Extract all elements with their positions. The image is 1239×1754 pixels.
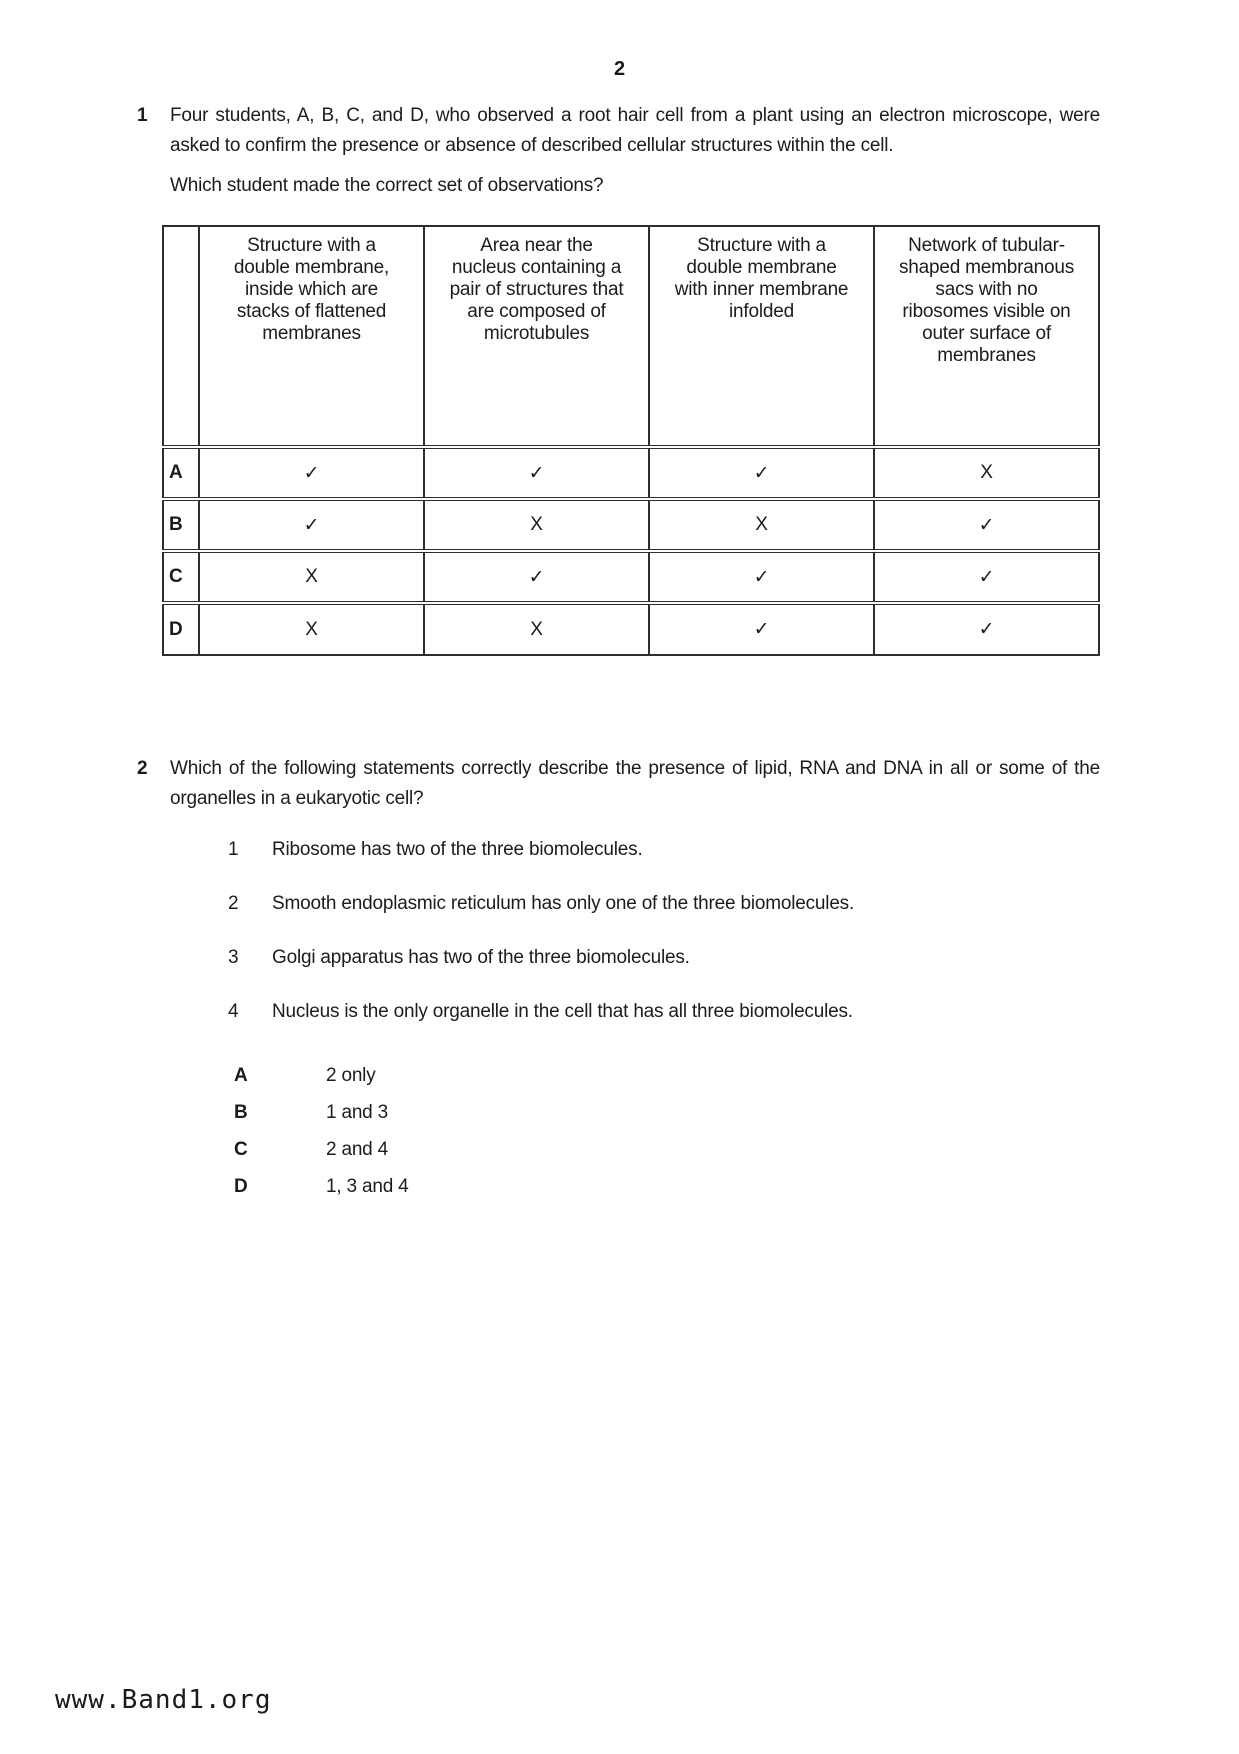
option-b-value: 1 and 3: [326, 1102, 388, 1123]
option-c-letter: C: [234, 1139, 248, 1160]
cell-a-2: ✓: [424, 447, 649, 499]
option-a-letter: A: [234, 1065, 248, 1086]
statement-4: [228, 1000, 1239, 1024]
option-a-value: 2 only: [326, 1065, 376, 1086]
observations-table: [162, 225, 1100, 656]
statement-4-number: 4: [228, 1001, 239, 1022]
row-label-d: D: [163, 603, 199, 655]
statement-3-number: 3: [228, 947, 239, 968]
question-1-text: Four students, A, B, C, and D, who observed a root hair cell from a plant using an electron microscope, were asked to confirm the presence or absence of described cellular structures within the cell.: [170, 105, 1100, 156]
cell-a-4: X: [874, 447, 1099, 499]
statement-1: [228, 838, 1239, 862]
cell-c-4: ✓: [874, 551, 1099, 603]
option-c-value: 2 and 4: [326, 1139, 388, 1160]
statement-2-text: Smooth endoplasmic reticulum has only one of the three biomolecules.: [272, 893, 855, 914]
option-d-letter: D: [234, 1176, 248, 1197]
option-a: [234, 1064, 1239, 1087]
row-label-a: A: [163, 447, 199, 499]
statement-3: [228, 946, 1239, 970]
question-2-body: [170, 754, 1100, 814]
table-row-b: [163, 499, 1099, 551]
statement-1-number: 1: [228, 839, 239, 860]
column-header-ser-description: Network of tubular-shaped membranous sacs with no ribosomes visible on outer surface of membranes: [874, 226, 1099, 447]
table-row-a: [163, 447, 1099, 499]
option-d-value: 1, 3 and 4: [326, 1176, 409, 1197]
cell-d-3: ✓: [649, 603, 874, 655]
question-1: [137, 101, 1100, 201]
statement-2-number: 2: [228, 893, 239, 914]
cell-d-4: ✓: [874, 603, 1099, 655]
cell-b-2: X: [424, 499, 649, 551]
cell-a-3: ✓: [649, 447, 874, 499]
cell-c-3: ✓: [649, 551, 874, 603]
page-number: 2: [614, 58, 625, 80]
table-row-d: [163, 603, 1099, 655]
cell-b-4: ✓: [874, 499, 1099, 551]
statement-2: [228, 892, 1239, 916]
question-1-prompt: Which student made the correct set of observations?: [170, 175, 604, 196]
cell-b-3: X: [649, 499, 874, 551]
row-label-b: B: [163, 499, 199, 551]
cell-c-1: X: [199, 551, 424, 603]
column-header-centrioles-description: Area near the nucleus containing a pair of structures that are composed of microtubules: [424, 226, 649, 447]
question-2-number: 2: [137, 758, 148, 779]
cell-b-1: ✓: [199, 499, 424, 551]
cell-d-2: X: [424, 603, 649, 655]
statement-4-text: Nucleus is the only organelle in the cell that has all three biomolecules.: [272, 1001, 853, 1022]
cell-c-2: ✓: [424, 551, 649, 603]
table-header-row: [163, 226, 1099, 447]
option-d: [234, 1175, 1239, 1198]
column-header-mitochondrion-description: Structure with a double membrane with inner membrane infolded: [649, 226, 874, 447]
cell-a-1: ✓: [199, 447, 424, 499]
option-b: [234, 1101, 1239, 1124]
table-corner-cell: [163, 226, 199, 447]
footer-url: www.Band1.org: [55, 1685, 272, 1715]
option-c: [234, 1138, 1239, 1161]
answer-options: [234, 1064, 1239, 1198]
statement-1-text: Ribosome has two of the three biomolecules.: [272, 839, 643, 860]
question-1-number: 1: [137, 105, 148, 126]
question-2: [137, 754, 1100, 814]
statement-3-text: Golgi apparatus has two of the three biomolecules.: [272, 947, 690, 968]
question-1-body: [170, 101, 1100, 201]
cell-d-1: X: [199, 603, 424, 655]
statement-list: [228, 838, 1239, 1024]
row-label-c: C: [163, 551, 199, 603]
option-b-letter: B: [234, 1102, 248, 1123]
column-header-golgi-description: Structure with a double membrane, inside which are stacks of flattened membranes: [199, 226, 424, 447]
question-2-text: Which of the following statements correctly describe the presence of lipid, RNA and DNA in all or some of the organelles in a eukaryotic cell?: [170, 758, 1100, 809]
table-row-c: [163, 551, 1099, 603]
